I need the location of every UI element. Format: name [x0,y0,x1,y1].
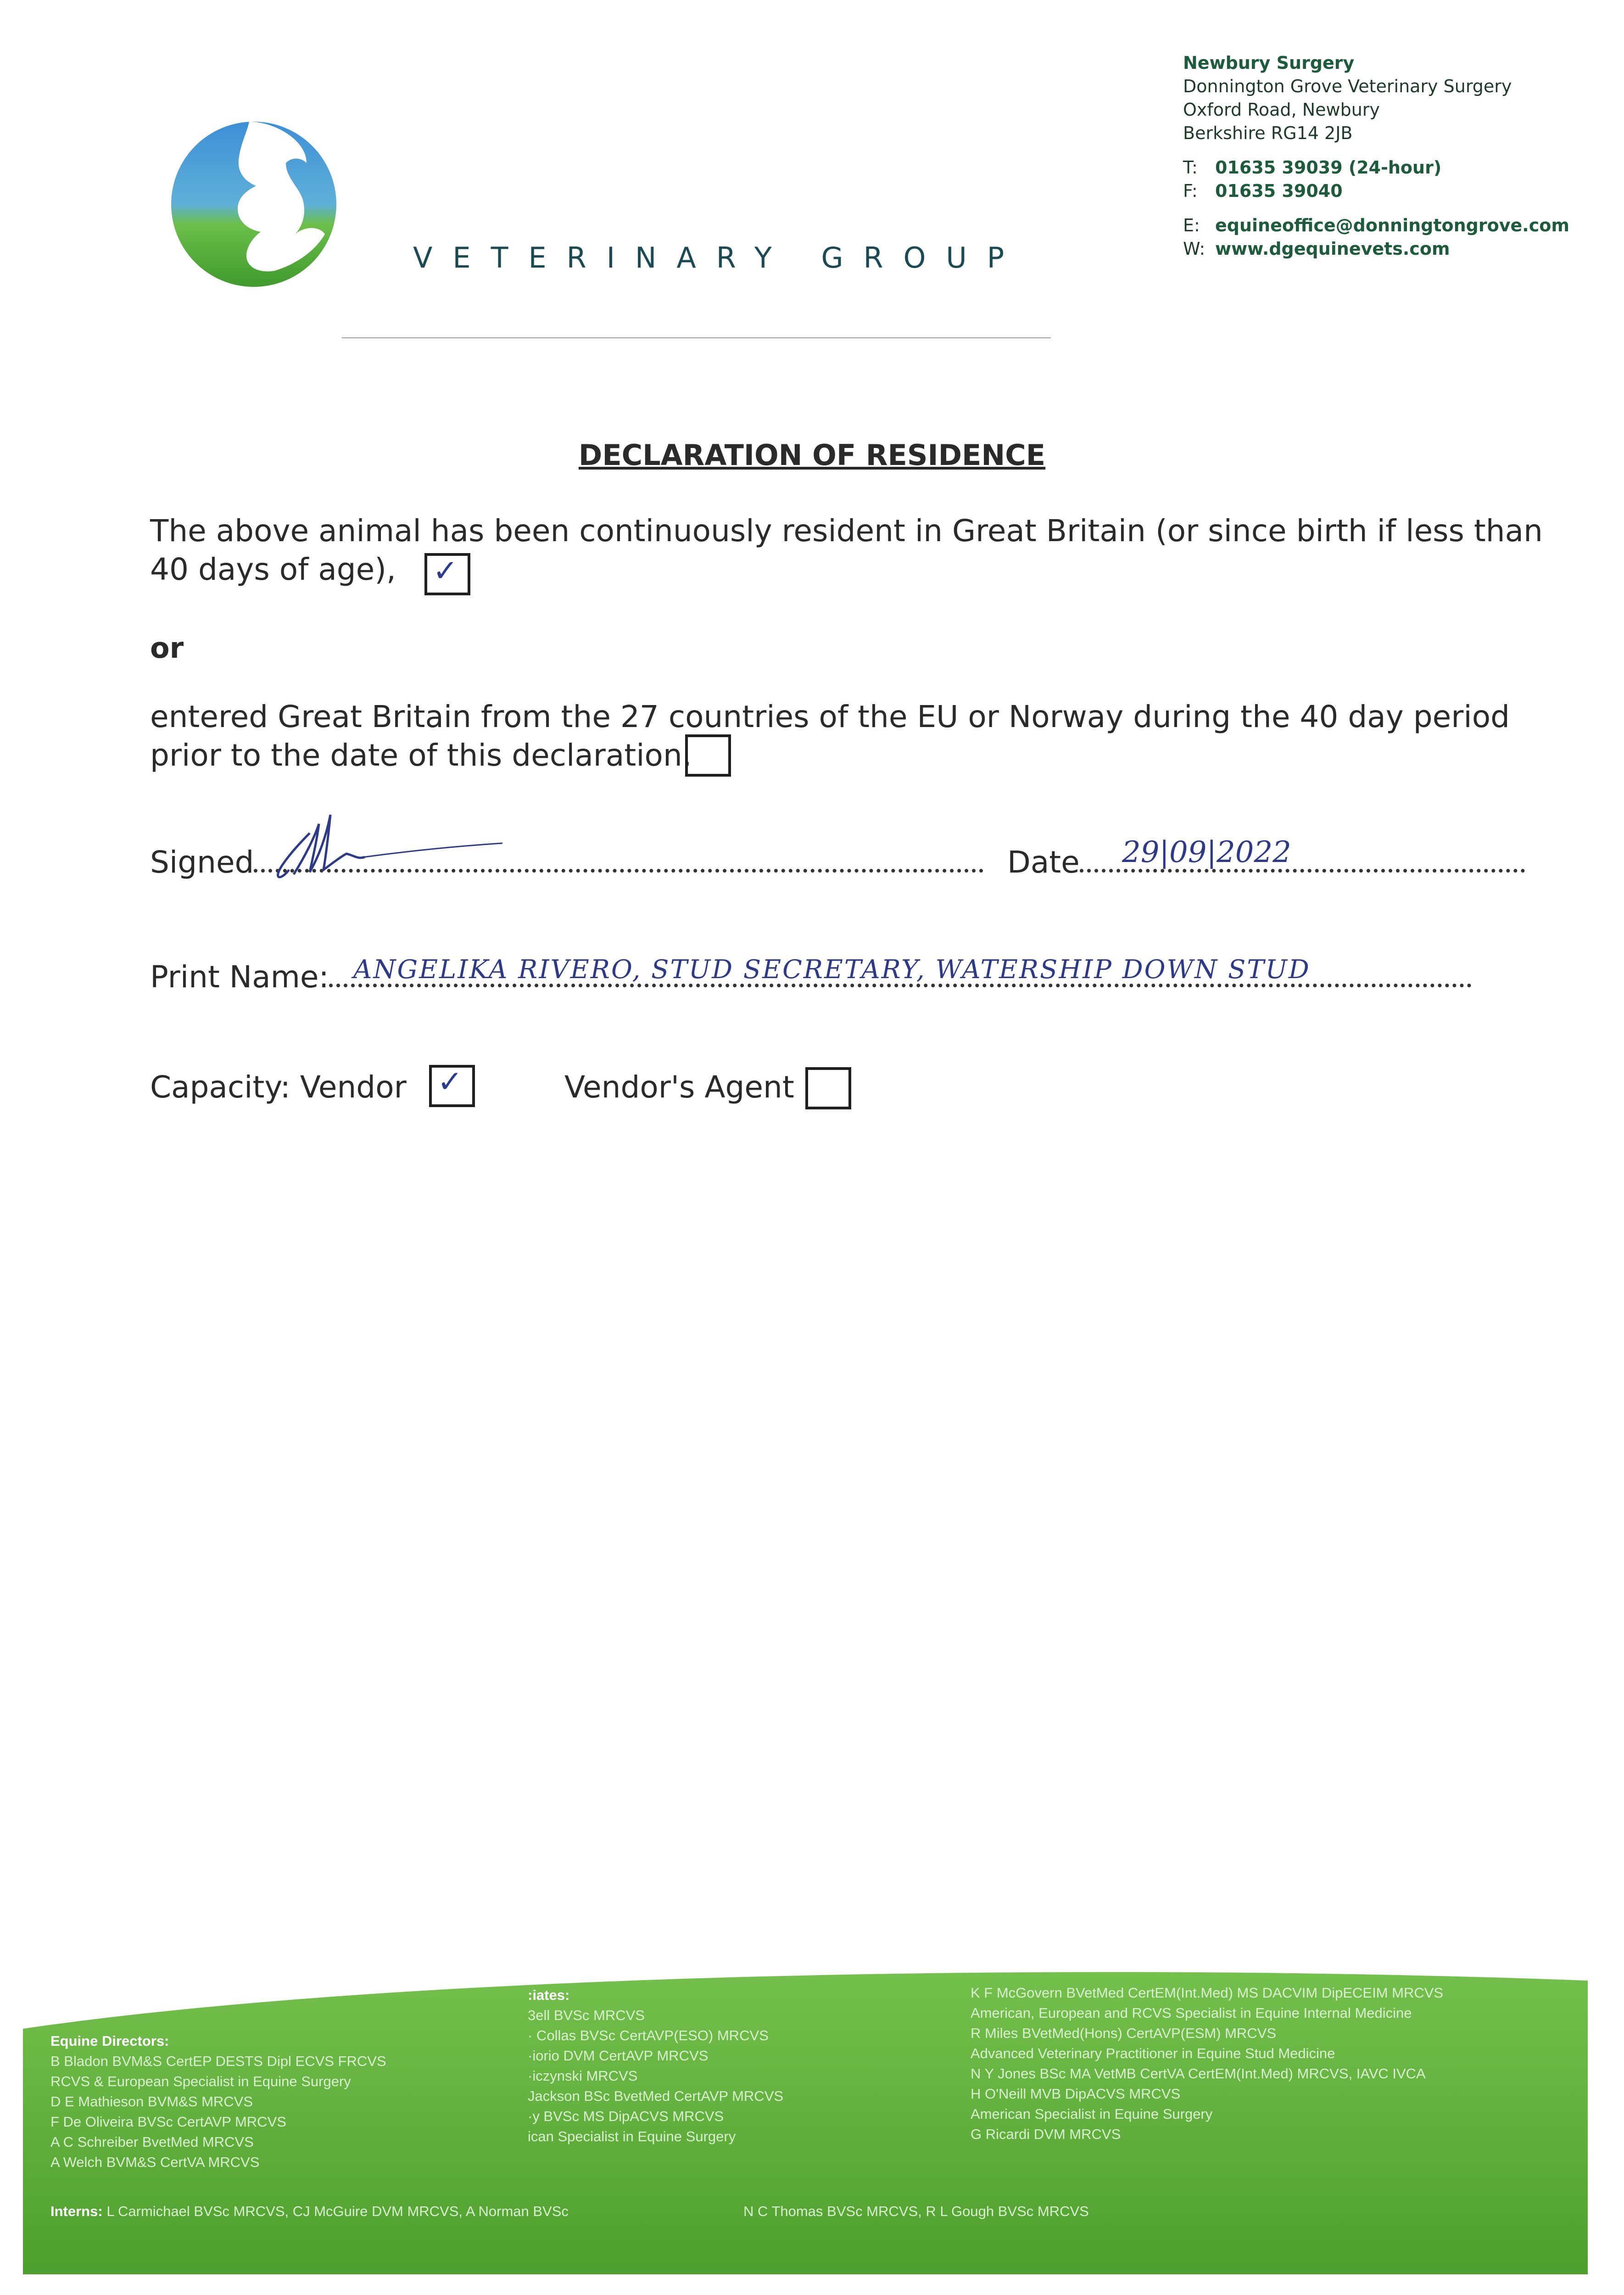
associate-entry: Jackson BSc BvetMed CertAVP MRCVS [528,2088,784,2104]
directors-column [50,2031,386,2172]
director-entry: B Bladon BVM&S CertEP DESTS Dipl ECVS FRCVS [50,2053,386,2069]
specialist-entry: American, European and RCVS Specialist in Equine Internal Medicine [971,2005,1412,2021]
option-2-line-1: entered Great Britain from the 27 countries of the EU or Norway during the 40 day period [150,699,1510,734]
specialist-entry: Advanced Veterinary Practitioner in Equine Stud Medicine [971,2045,1335,2061]
address-line: Oxford Road, Newbury [1183,100,1380,120]
associate-entry: ican Specialist in Equine Surgery [528,2128,736,2144]
specialist-entry: American Specialist in Equine Surgery [971,2106,1213,2122]
specialist-entry: K F McGovern BVetMed CertEM(Int.Med) MS DACVIM DipECEIM MRCVS [971,1985,1444,2001]
interns-line [50,2203,569,2220]
option-1-line-1: The above animal has been continuously resident in Great Britain (or since birth if less than [150,513,1543,549]
header-divider [342,337,1051,338]
director-entry: A C Schreiber BvetMed MRCVS [50,2134,254,2150]
print-name-value: ANGELIKA RIVERO, STUD SECRETARY, WATERSHIP DOWN STUD [353,955,1311,985]
director-entry: A Welch BVM&S CertVA MRCVS [50,2154,260,2170]
veterinary-group-logo [169,112,339,291]
vendors-agent-label: Vendor's Agent [564,1069,794,1105]
entered-gb-checkbox[interactable] [685,734,731,777]
address-line: Berkshire RG14 2JB [1183,123,1353,143]
director-entry: D E Mathieson BVM&S MRCVS [50,2093,253,2110]
vendor-checkbox[interactable] [429,1065,475,1107]
directors-heading: Equine Directors: [50,2033,169,2049]
associate-entry: 3ell BVSc MRCVS [528,2007,645,2023]
web-label: W: [1183,239,1205,259]
interns-left: L Carmichael BVSc MRCVS, CJ McGuire DVM MRCVS, A Norman BVSc [106,2203,569,2219]
practice-name: Newbury Surgery [1183,53,1355,73]
specialist-entry: R Miles BVetMed(Hons) CertAVP(ESM) MRCVS [971,2025,1277,2041]
or-separator: or [150,631,184,665]
email-link[interactable]: equineoffice@donningtongrove.com [1215,215,1569,235]
address-line: Donnington Grove Veterinary Surgery [1183,76,1512,96]
director-entry: RCVS & European Specialist in Equine Surgery [50,2073,351,2089]
specialist-entry: G Ricardi DVM MRCVS [971,2126,1121,2142]
associate-entry: · Collas BVSc CertAVP(ESO) MRCVS [528,2027,769,2043]
resident-checkbox[interactable] [424,553,470,595]
associates-heading: :iates: [528,1987,570,2003]
specialist-entry: H O'Neill MVB DipACVS MRCVS [971,2086,1181,2102]
signed-label: Signed [150,845,254,880]
email-label: E: [1183,215,1200,235]
specialist-entry: N Y Jones BSc MA VetMB CertVA CertEM(Int.Med) MRCVS, IAVC IVCA [971,2066,1426,2082]
print-name-label: Print Name: [150,959,329,995]
specialists-column [971,1983,1443,2144]
capacity-label: Capacity: Vendor [150,1069,407,1105]
contact-block [1183,51,1569,261]
associate-entry: ·iorio DVM CertAVP MRCVS [528,2048,709,2064]
date-label: Date [1007,845,1080,880]
phone-number: 01635 39039 (24-hour) [1215,157,1442,178]
date-value: 29|09|2022 [1122,835,1291,869]
director-entry: F De Oliveira BVSc CertAVP MRCVS [50,2114,286,2130]
vendors-agent-checkbox[interactable] [805,1067,851,1109]
associates-column [528,1985,783,2147]
signature-image [262,801,509,888]
associate-entry: ·iczynski MRCVS [528,2068,638,2084]
option-1-line-2: 40 days of age), [150,552,396,587]
fax-label: F: [1183,181,1198,201]
brand-wordmark: VETERINARY GROUP [413,241,1025,274]
interns-line-right: N C Thomas BVSc MRCVS, R L Gough BVSc MRCVS [743,2203,1089,2219]
checkmark-icon: ✓ [437,1064,463,1099]
fax-number: 01635 39040 [1215,181,1343,201]
associate-entry: ·y BVSc MS DipACVS MRCVS [528,2108,724,2124]
website-link[interactable]: www.dgequinevets.com [1215,239,1450,259]
interns-heading: Interns: [50,2203,103,2219]
option-2-line-2: prior to the date of this declaration. [150,738,692,773]
checkmark-icon: ✓ [433,553,458,588]
phone-label: T: [1183,157,1198,178]
document-title: DECLARATION OF RESIDENCE [578,438,1046,472]
